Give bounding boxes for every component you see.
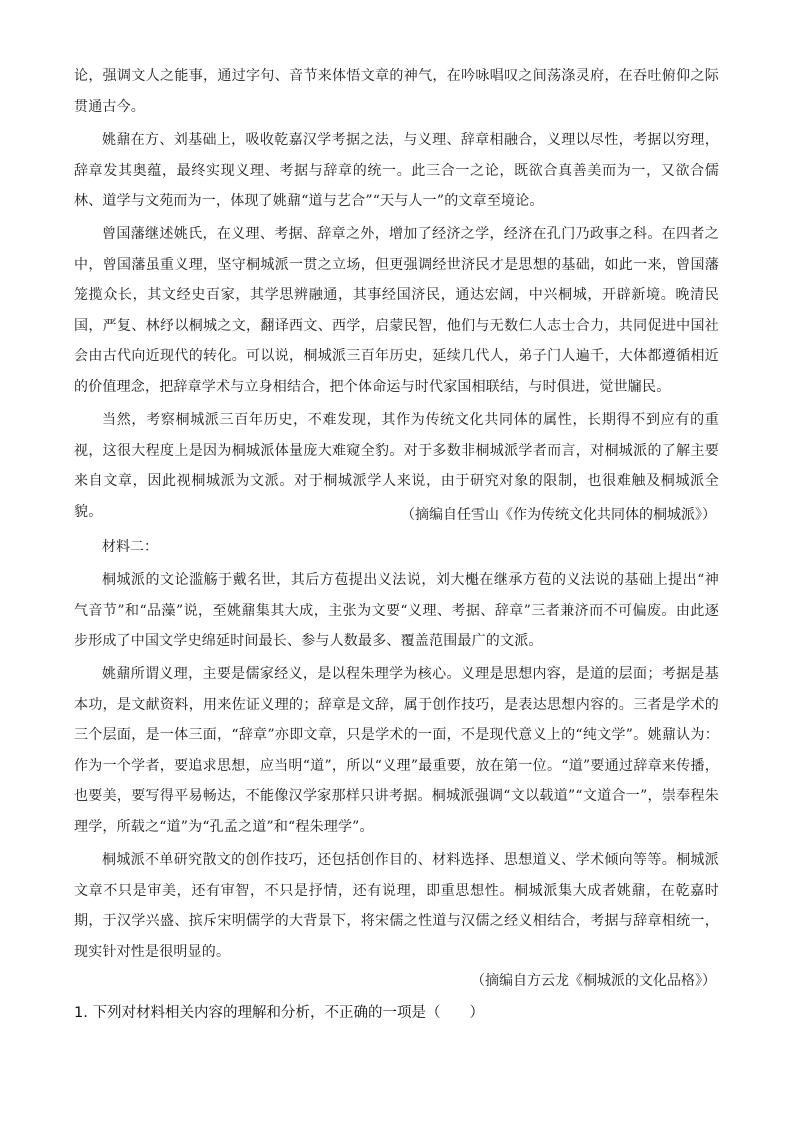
material-two-source: （摘编自方云龙《桐城派的文化品格》） [471, 973, 716, 989]
material-one-paragraph-continued: 论，强调文人之能事，通过字句、音节来体悟文章的神气，在吟咏唱叹之间荡涤灵府，在吞吐俯仰之际贯通古今。 [74, 68, 719, 115]
material-two-label: 材料二： [102, 539, 158, 555]
question-1-stem: 1. 下列对材料相关内容的理解和分析，不正确的一项是（ ） [74, 1005, 484, 1021]
material-one-paragraph-conclusion: 当然，考察桐城派三百年历史，不难发现，其作为传统文化共同体的属性，长期得不到应有的重视，这很大程度上是因为桐城派体量庞大难窥全豹。对于多数非桐城派学者而言，对桐城派的了解主要来自文章，因此视桐城派为文派。对于桐城派学人来说，由于研究对象的限制，也很难触及桐城派全貌。 [74, 412, 719, 520]
material-two-paragraph-origin: 桐城派的文论滥觞于戴名世，其后方苞提出义法说，刘大櫆在继承方苞的义法说的基础上提出“神气音节”和“品藻”说，至姚鼐集其大成，主张为文要“义理、考据、辞章”三者兼济而不可偏废。由此逐步形成了中国文学史绵延时间最长、参与人数最多、覆盖范围最广的文派。 [74, 572, 719, 649]
material-one-paragraph-zeng-guofan: 曾国藩继述姚氏，在义理、考据、辞章之外，增加了经济之学，经济在孔门乃政事之科。在四者之中，曾国藩虽重义理，坚守桐城派一贯之立场，但更强调经世济民才是思想的基础，如此一来，曾国藩笼揽众长，其文经史百家，其学思辨融通，其事经国济民，通达宏阔，中兴桐城，开辟新境。晚清民国，严复、林纾以桐城之文，翻译西文、西学，启蒙民智，他们与无数仁人志士合力，共同促进中国社会由古代向近现代的转化。可以说，桐城派三百年历史，延续几代人，弟子门人遍千，大体都遵循相近的价值理念，把辞章学术与立身相结合，把个体命运与时代家国相联结，与时俱进，觉世牖民。 [74, 226, 719, 395]
material-two-paragraph-yili: 姚鼐所谓义理，主要是儒家经义，是以程朱理学为核心。义理是思想内容，是道的层面；考据是基本功，是文献资料，用来佐证义理的；辞章是文辞，属于创作技巧，是表达思想内容的。三者是学术的三个层面，是一体三面，“辞章”亦即文章，只是学术的一面，不是现代意义上的“纯文学”。姚鼐认为：作为一个学者，要追求思想，应当明“道”，所以“义理”最重要，放在第一位。“道”要通过辞章来传播，也要美，要写得平易畅达，不能像汉学家那样只讲考据。桐城派强调“文以载道”“文道合一”，崇奉程朱理学，所载之“道”为“孔孟之道”和“程朱理学”。 [74, 666, 719, 835]
material-one-source: （摘编自任雪山《作为传统文化共同体的桐城派》） [401, 507, 716, 523]
material-two-paragraph-technique: 桐城派不单研究散文的创作技巧，还包括创作目的、材料选择、思想道义、学术倾向等等。桐城派文章不只是审美，还有审智，不只是抒情，还有说理，即重思想性。桐城派集大成者姚鼐，在乾嘉时期，于汉学兴盛、摈斥宋明儒学的大背景下，将宋儒之性道与汉儒之经义相结合，考据与辞章相统一，现实针对性是很明显的。 [74, 852, 719, 960]
material-one-paragraph-yao-nai: 姚鼐在方、刘基础上，吸收乾嘉汉学考据之法，与义理、辞章相融合，义理以尽性，考据以穷理，辞章发其奥蕴，最终实现义理、考据与辞章的统一。此三合一之论，既欲合真善美而为一，又欲合儒林、道学与文苑而为一，体现了姚鼐“道与艺合”“天与人一”的文章至境论。 [74, 132, 719, 209]
